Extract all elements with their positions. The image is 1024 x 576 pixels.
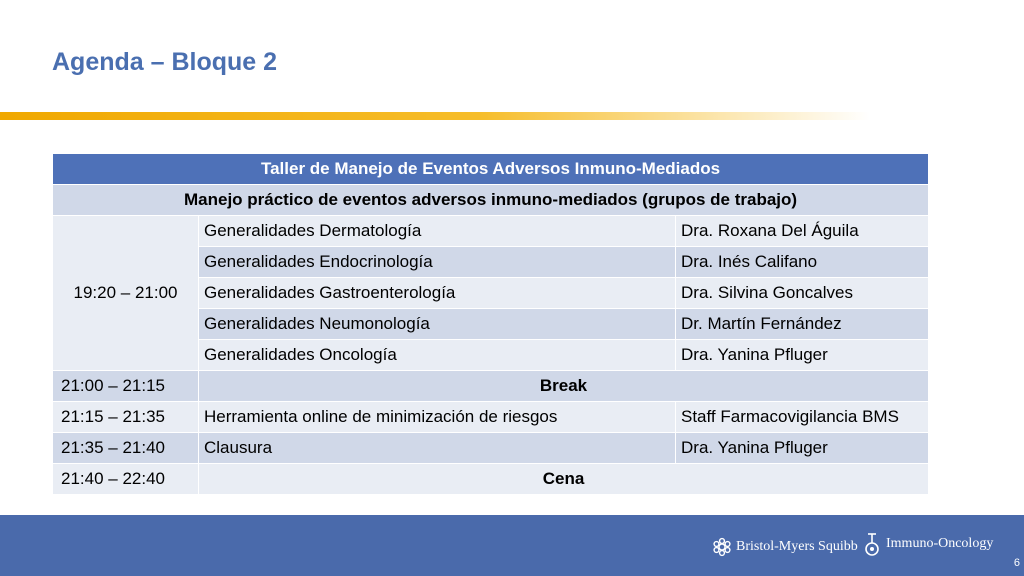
topic-cell: Generalidades Dermatología — [199, 216, 676, 247]
speaker-cell: Dra. Yanina Pfluger — [676, 433, 929, 464]
topic-cell: Generalidades Neumonología — [199, 309, 676, 340]
speaker-cell: Dra. Roxana Del Águila — [676, 216, 929, 247]
table-row — [53, 402, 929, 433]
table-subheader-row — [53, 185, 929, 216]
table-header-row — [53, 154, 929, 185]
table-row — [53, 464, 929, 495]
bms-star-icon — [712, 537, 732, 557]
time-cell: 21:35 – 21:40 — [53, 433, 199, 464]
topic-cell: Clausura — [199, 433, 676, 464]
time-cell: 21:00 – 21:15 — [53, 371, 199, 402]
topic-cell: Generalidades Gastroenterología — [199, 278, 676, 309]
title-underline — [0, 112, 870, 120]
page-number: 6 — [1013, 557, 1020, 569]
speaker-cell: Staff Farmacovigilancia BMS — [676, 402, 929, 433]
block-time: 19:20 – 21:00 — [53, 216, 199, 371]
time-cell: 21:15 – 21:35 — [53, 402, 199, 433]
agenda-table — [52, 153, 929, 495]
table-row — [53, 216, 929, 247]
bms-logo-text: Bristol-Myers Squibb — [736, 539, 858, 554]
topic-cell: Generalidades Oncología — [199, 340, 676, 371]
table-row — [53, 433, 929, 464]
table-row — [53, 371, 929, 402]
topic-cell: Herramienta online de minimización de riesgos — [199, 402, 676, 433]
immuno-oncology-logo-text: Immuno-Oncology — [886, 536, 994, 551]
break-label: Break — [199, 371, 929, 402]
slide-title: Agenda – Bloque 2 — [52, 48, 278, 76]
immuno-oncology-icon — [862, 531, 882, 557]
dinner-label: Cena — [199, 464, 929, 495]
immuno-oncology-logo — [862, 531, 993, 557]
speaker-cell: Dra. Yanina Pfluger — [676, 340, 929, 371]
table-subheader: Manejo práctico de eventos adversos inmuno-mediados (grupos de trabajo) — [53, 185, 929, 216]
bms-logo — [712, 537, 858, 557]
topic-cell: Generalidades Endocrinología — [199, 247, 676, 278]
speaker-cell: Dr. Martín Fernández — [676, 309, 929, 340]
speaker-cell: Dra. Silvina Goncalves — [676, 278, 929, 309]
table-header: Taller de Manejo de Eventos Adversos Inmuno-Mediados — [53, 154, 929, 185]
time-cell: 21:40 – 22:40 — [53, 464, 199, 495]
speaker-cell: Dra. Inés Califano — [676, 247, 929, 278]
